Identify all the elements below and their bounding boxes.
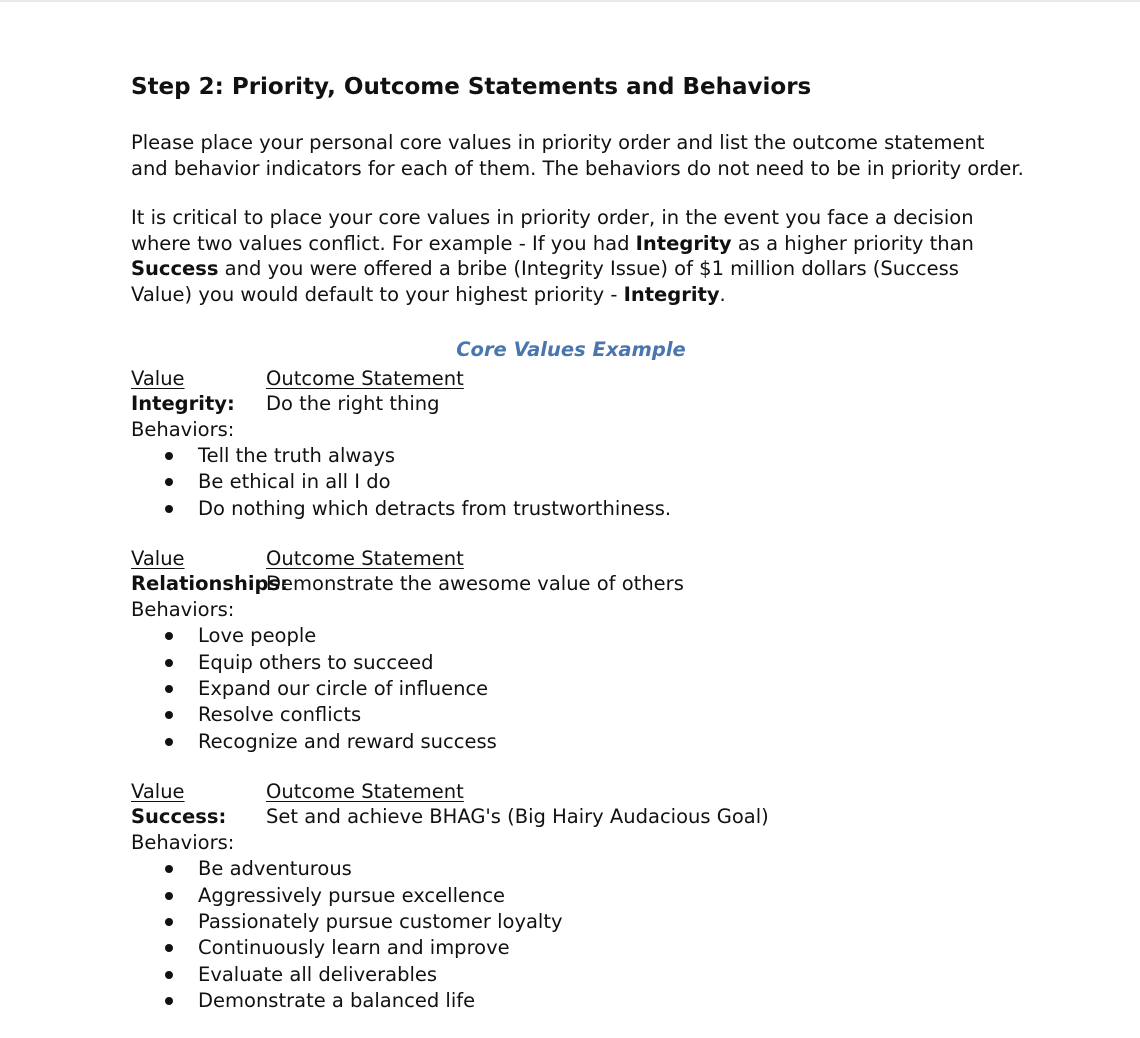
bullet-icon [165, 997, 173, 1005]
paragraph-text: . [719, 282, 726, 306]
list-item [131, 856, 1026, 882]
value-name: Success: [131, 805, 227, 829]
bold-term-integrity: Integrity [635, 231, 732, 255]
value-column-label: Value [131, 366, 185, 390]
behavior-text: Evaluate all deliverables [198, 962, 438, 986]
behavior-text: Equip others to succeed [198, 650, 434, 674]
behavior-text: Recognize and reward success [198, 729, 497, 753]
list-item [131, 623, 1026, 649]
bullet-icon [165, 944, 173, 952]
bullet-icon [165, 918, 173, 926]
list-item [131, 909, 1026, 935]
outcome-statement: Do the right thing [266, 392, 440, 415]
bold-term-success: Success [131, 257, 219, 280]
behavior-text: Be ethical in all I do [198, 470, 391, 494]
bullet-icon [165, 685, 173, 693]
behavior-text: Continuously learn and improve [198, 936, 510, 960]
value-column-label: Value [131, 779, 185, 803]
list-item [131, 676, 1026, 702]
outcome-statement: Set and achieve BHAG's (Big Hairy Audacious Goal) [266, 805, 769, 829]
value-name: Integrity: [131, 392, 235, 415]
behaviors-label: Behaviors: [131, 417, 235, 441]
paragraph-text: It is critical to place your core values in priority order, in the event you face a decision where two values conflict. For example - If you had [131, 206, 974, 255]
value-row [131, 804, 1026, 830]
priority-explanation-paragraph [131, 205, 1026, 307]
value-block-integrity [131, 366, 1026, 522]
list-item [131, 935, 1026, 961]
outcome-column-label: Outcome Statement [266, 779, 464, 803]
behavior-list [131, 443, 1026, 522]
behavior-text: Love people [198, 624, 317, 648]
page-title: Step 2: Priority, Outcome Statements and Behaviors [131, 74, 812, 100]
column-header-row [131, 779, 1026, 805]
bullet-icon [165, 738, 173, 746]
bullet-icon [165, 659, 173, 667]
document-page [131, 70, 1026, 1038]
bullet-icon [165, 505, 173, 513]
list-item [131, 469, 1026, 495]
paragraph-text: and you were offered a bribe (Integrity Issue) of $1 million dollars (Success Value) you would default to your highest priority - [131, 257, 959, 306]
list-item [131, 702, 1026, 728]
outcome-column-label: Outcome Statement [266, 546, 464, 570]
behavior-text: Expand our circle of influence [198, 676, 489, 700]
behavior-text: Resolve conflicts [198, 703, 362, 727]
behavior-text: Do nothing which detracts from trustworthiness. [198, 496, 672, 520]
outcome-column-label: Outcome Statement [266, 366, 464, 390]
list-item [131, 729, 1026, 755]
value-name: Relationships: [131, 572, 288, 596]
bold-term-integrity: Integrity [623, 282, 720, 306]
behavior-text: Passionately pursue customer loyalty [198, 909, 563, 933]
bullet-icon [165, 971, 173, 979]
value-row [131, 391, 1026, 417]
list-item [131, 883, 1026, 909]
bullet-icon [165, 892, 173, 900]
bullet-icon [165, 865, 173, 873]
behaviors-label: Behaviors: [131, 597, 235, 621]
value-block-relationships [131, 546, 1026, 755]
value-row [131, 571, 1026, 597]
list-item [131, 988, 1026, 1014]
behaviors-label: Behaviors: [131, 830, 235, 854]
intro-paragraph: Please place your personal core values in priority order and list the outcome statement and behavior indicators for each of them. The behaviors do not need to be in priority order. [131, 131, 1024, 180]
column-header-row [131, 546, 1026, 572]
bullet-icon [165, 452, 173, 460]
behavior-text: Tell the truth always [198, 444, 396, 467]
list-item [131, 443, 1026, 469]
list-item [131, 496, 1026, 522]
value-column-label: Value [131, 546, 185, 570]
behavior-text: Aggressively pursue excellence [198, 883, 506, 907]
paragraph-text: as a higher priority than [731, 231, 974, 255]
value-block-success [131, 779, 1026, 1014]
column-header-row [131, 366, 1026, 392]
outcome-statement: Demonstrate the awesome value of others [266, 572, 684, 596]
page-top-edge [0, 0, 1140, 2]
bullet-icon [165, 711, 173, 719]
behavior-text: Demonstrate a balanced life [198, 988, 476, 1012]
behavior-text: Be adventurous [198, 857, 352, 881]
bullet-icon [165, 632, 173, 640]
behavior-list [131, 623, 1026, 754]
list-item [131, 650, 1026, 676]
example-title: Core Values Example [456, 338, 686, 361]
list-item [131, 962, 1026, 988]
bullet-icon [165, 478, 173, 486]
behavior-list [131, 856, 1026, 1014]
